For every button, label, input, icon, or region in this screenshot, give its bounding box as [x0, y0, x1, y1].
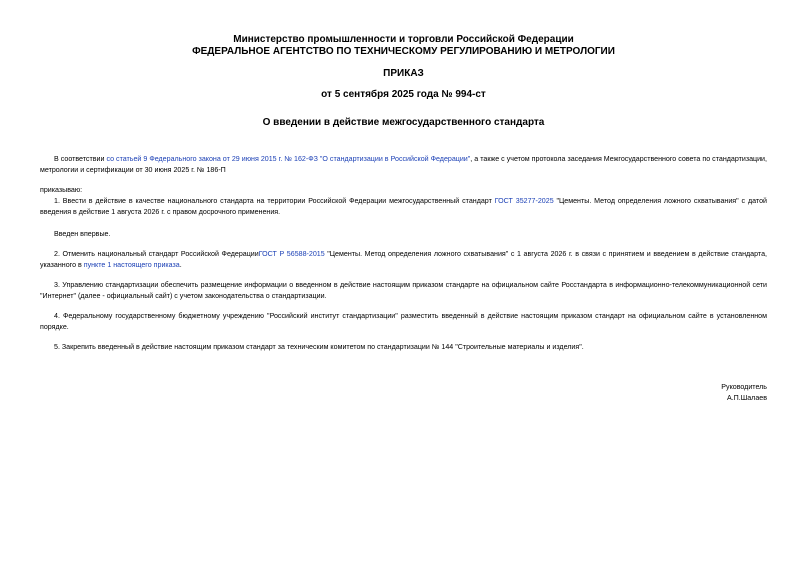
gost-35277-link[interactable]: ГОСТ 35277-2025 — [494, 197, 554, 205]
item-2-prefix: 2. Отменить национальный стандарт Российской Федерации — [54, 250, 259, 258]
basis-suffix: , а также с учетом протокола заседания Межгосударственного совета по стандартизации, метрологии и сертификации от 30 июня 2025 г. № 186-П — [40, 155, 767, 174]
document-date-number: от 5 сентября 2025 года № 994-ст — [321, 89, 486, 100]
item-3-paragraph: 3. Управлению стандартизации обеспечить размещение информации о введенном в действие настоящим приказом стандарте на официальном сайте Росстандарта в информационно-телекоммуникационной сети "Интернет" (далее - официальный сайт) с учетом законодательства о стандартизации. — [40, 281, 767, 300]
item-5-paragraph: 5. Закрепить введенный в действие настоящим приказом стандарт за техническим комитетом по стандартизации № 144 "Строительные материалы и изделия". — [54, 343, 584, 351]
item-2-suffix: . — [179, 261, 182, 269]
introduced-note: Введен впервые. — [54, 230, 111, 238]
item-2-middle: "Цементы. Метод определения ложного схватывания" с 1 августа 2026 г. в связи с принятием и введением в действие стандарта, указанного в — [40, 250, 767, 269]
item-1-prefix: 1. Ввести в действие в качестве национального стандарта на территории Российской Федерации межгосударственный стандарт — [54, 197, 495, 205]
document-title: О введении в действие межгосударственного стандарта — [262, 117, 545, 128]
document-type: ПРИКАЗ — [383, 68, 424, 79]
federal-law-link[interactable]: со статьей 9 Федерального закона от 29 июня 2015 г. № 162-ФЗ "О стандартизации в Российской Федерации" — [106, 155, 471, 163]
basis-prefix: В соответствии — [54, 155, 107, 163]
item-2-paragraph — [40, 249, 767, 271]
signatory-name: А.П.Шалаев — [726, 394, 767, 402]
item-4-paragraph: 4. Федеральному государственному бюджетному учреждению "Российский институт стандартизации" разместить введенный в действие настоящим приказом стандарт на официальном сайте в установленном порядке. — [40, 312, 767, 331]
orders-label: приказываю: — [40, 186, 83, 194]
agency-heading: ФЕДЕРАЛЬНОЕ АГЕНТСТВО ПО ТЕХНИЧЕСКОМУ РЕГУЛИРОВАНИЮ И МЕТРОЛОГИИ — [192, 46, 615, 57]
basis-paragraph — [40, 154, 767, 176]
ministry-heading: Министерство промышленности и торговли Российской Федерации — [233, 34, 574, 45]
item-1-reference-link[interactable]: пункте 1 настоящего приказа — [83, 261, 180, 269]
gost-r-56588-link[interactable]: ГОСТ Р 56588-2015 — [258, 250, 325, 258]
signatory-role: Руководитель — [721, 383, 767, 391]
item-1-paragraph — [40, 196, 767, 218]
item-1-suffix: "Цементы. Метод определения ложного схватывания" с датой введения в действие 1 августа 2026 г. с правом досрочного применения. — [40, 197, 767, 216]
